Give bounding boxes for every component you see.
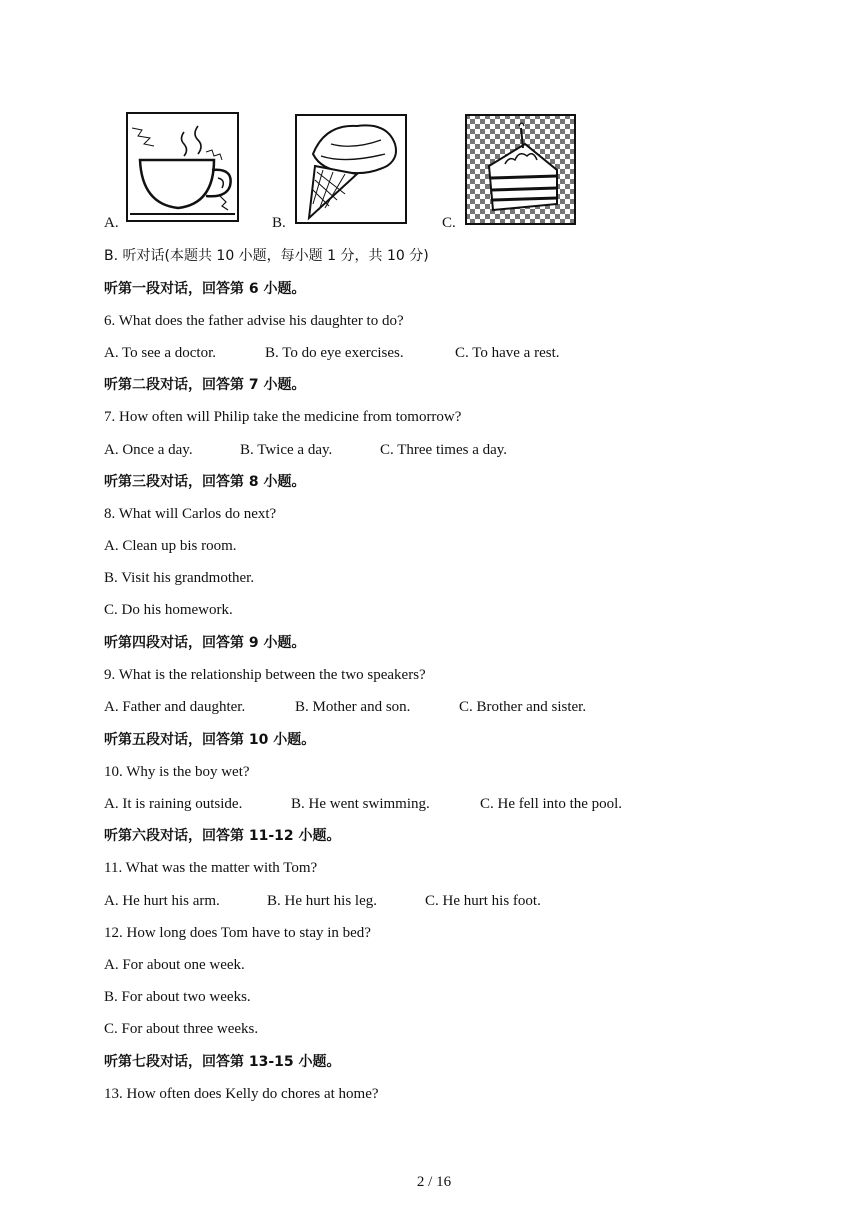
- option-b: B. Twice a day.: [240, 442, 333, 458]
- option-b: B. He hurt his leg.: [267, 893, 377, 909]
- option-c: C. Three times a day.: [380, 442, 508, 458]
- question-text: 13. How often does Kelly do chores at home?: [104, 1086, 379, 1102]
- option-c: C. Brother and sister.: [459, 699, 587, 715]
- segment-heading: 听第五段对话，回答第 10 小题。: [104, 732, 316, 748]
- option-c: C. He hurt his foot.: [425, 893, 541, 909]
- question-text: 6. What does the father advise his daughter to do?: [104, 313, 404, 329]
- option-a: A. For about one week.: [104, 957, 245, 973]
- option-a: A. Clean up bis room.: [104, 538, 237, 554]
- option-b: B. Mother and son.: [295, 699, 411, 715]
- option-b: B. For about two weeks.: [104, 989, 251, 1005]
- question-text: 11. What was the matter with Tom?: [104, 860, 318, 876]
- segment-heading: 听第六段对话，回答第 11-12 小题。: [104, 828, 341, 844]
- option-b: B. Visit his grandmother.: [104, 570, 255, 586]
- option-c: C. To have a rest.: [455, 345, 560, 361]
- section-b-heading: B. 听对话(本题共 10 小题，每小题 1 分，共 10 分): [104, 248, 429, 264]
- option-c: C. Do his homework.: [104, 602, 233, 618]
- option-c: C. He fell into the pool.: [480, 796, 623, 812]
- ice-cream-cone-icon: [295, 114, 407, 224]
- option-a: A. To see a doctor.: [104, 345, 216, 361]
- picture-label-c: C.: [442, 215, 456, 231]
- segment-heading: 听第一段对话，回答第 6 小题。: [104, 281, 306, 297]
- question-text: 7. How often will Philip take the medicine from tomorrow?: [104, 409, 462, 425]
- picture-label-a: A.: [104, 215, 119, 231]
- option-b: B. He went swimming.: [291, 796, 430, 812]
- segment-heading: 听第三段对话，回答第 8 小题。: [104, 474, 306, 490]
- question-text: 10. Why is the boy wet?: [104, 764, 250, 780]
- option-a: A. Once a day.: [104, 442, 193, 458]
- coffee-cup-icon: [126, 112, 239, 222]
- option-c: C. For about three weeks.: [104, 1021, 259, 1037]
- question-text: 9. What is the relationship between the two speakers?: [104, 667, 426, 683]
- cake-slice-icon: [465, 114, 576, 225]
- segment-heading: 听第七段对话，回答第 13-15 小题。: [104, 1054, 341, 1070]
- question-text: 12. How long does Tom have to stay in bed?: [104, 925, 371, 941]
- page-number: 2 / 16: [416, 1174, 452, 1190]
- option-b: B. To do eye exercises.: [265, 345, 404, 361]
- picture-label-b: B.: [272, 215, 286, 231]
- question-text: 8. What will Carlos do next?: [104, 506, 277, 522]
- option-a: A. He hurt his arm.: [104, 893, 220, 909]
- option-a: A. It is raining outside.: [104, 796, 243, 812]
- segment-heading: 听第二段对话，回答第 7 小题。: [104, 377, 306, 393]
- segment-heading: 听第四段对话，回答第 9 小题。: [104, 635, 306, 651]
- option-a: A. Father and daughter.: [104, 699, 246, 715]
